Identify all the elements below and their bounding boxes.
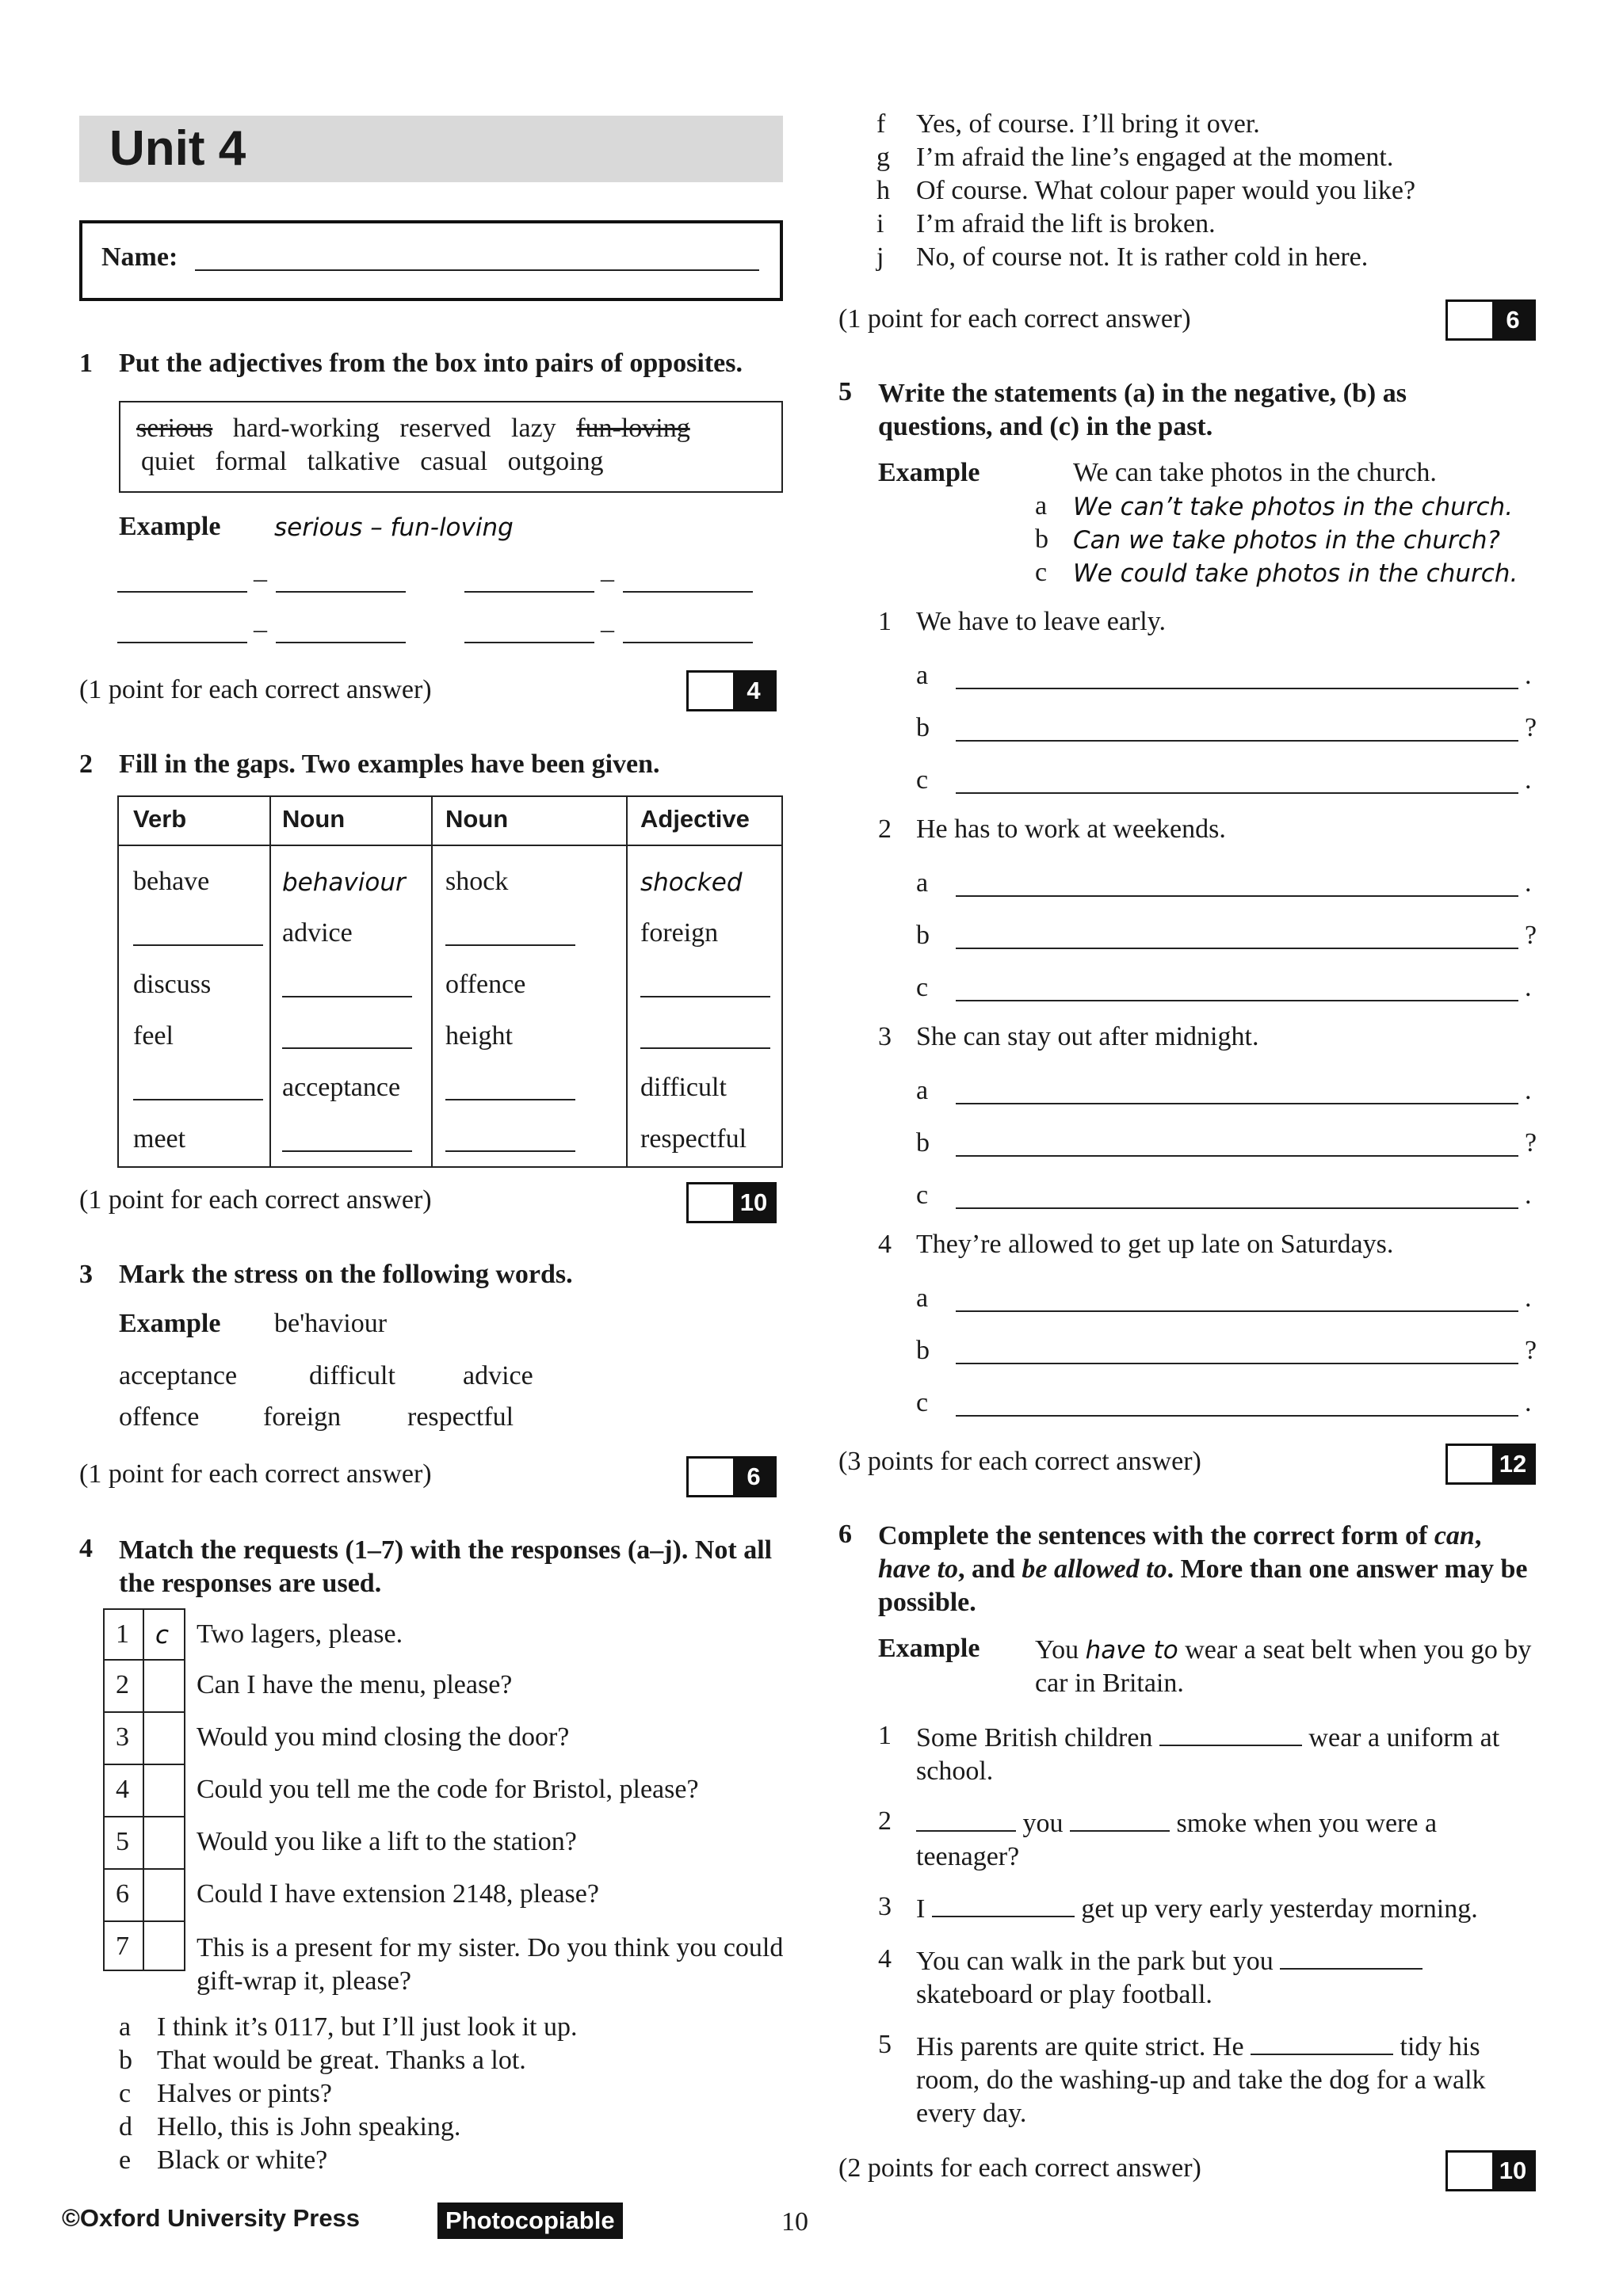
q4-request-answer-cell[interactable] <box>144 1765 184 1814</box>
q2-points: (1 point for each correct answer) <box>79 1185 432 1215</box>
q6-item-number: 2 <box>878 1806 892 1836</box>
q1-answer-line[interactable] <box>623 591 753 593</box>
q5-item-text: She can stay out after midnight. <box>916 1022 1259 1051</box>
q1-word: reserved <box>399 414 491 443</box>
q2-col-divider <box>269 795 271 1168</box>
q5-sub-label: c <box>916 1180 929 1210</box>
q6-item-text <box>916 1721 1542 1788</box>
q2-blank[interactable] <box>282 1150 412 1152</box>
q2-cell: difficult <box>640 1073 727 1102</box>
q2-cell: behave <box>133 867 210 896</box>
q6-item-text <box>916 1806 1542 1874</box>
q2-cell: advice <box>282 918 353 948</box>
q2-instruction: Fill in the gaps. Two examples have been given. <box>119 749 660 779</box>
q1-dash: – <box>254 615 267 644</box>
q5-example-label: Example <box>878 458 980 487</box>
name-field[interactable] <box>195 269 759 271</box>
q4-request-number: 3 <box>116 1722 129 1752</box>
q5-answer-line[interactable] <box>956 895 1518 897</box>
q6-blank[interactable] <box>1251 2030 1393 2055</box>
q4-response-letter: d <box>119 2112 132 2142</box>
q6-item-number: 1 <box>878 1721 892 1750</box>
q4-response-letter: i <box>876 209 884 238</box>
q2-cell: foreign <box>640 918 719 948</box>
q4-request-answer-cell[interactable] <box>144 1817 184 1867</box>
q4-request-number: 4 <box>116 1775 129 1804</box>
q1-word: hard-working <box>232 414 380 443</box>
q5-sub-label: c <box>916 765 929 795</box>
q1-dash: – <box>601 615 614 644</box>
q5-line-end: . <box>1525 868 1532 898</box>
q2-blank[interactable] <box>445 1099 575 1100</box>
q6-blank[interactable] <box>916 1806 1016 1832</box>
q1-word: fun-loving <box>576 414 690 443</box>
q6-number: 6 <box>838 1520 852 1549</box>
q3-word: respectful <box>407 1402 514 1432</box>
q4-response-text: I’m afraid the lift is broken. <box>916 209 1216 238</box>
q2-blank[interactable] <box>445 1150 575 1152</box>
name-label: Name: <box>101 242 178 272</box>
q6-example-part: You <box>1035 1635 1086 1665</box>
q2-col-divider <box>431 795 433 1168</box>
q2-cell: discuss <box>133 970 212 999</box>
q6-item-part: smoke when you were a teenager? <box>916 1809 1438 1871</box>
q2-blank[interactable] <box>133 944 263 946</box>
q4-response-letter: g <box>876 143 890 172</box>
q4-response-text: Yes, of course. I’ll bring it over. <box>916 109 1260 139</box>
q6-item-number: 3 <box>878 1892 892 1921</box>
q3-score: 6 <box>733 1459 774 1495</box>
q5-example-statement: We can take photos in the church. <box>1073 458 1437 487</box>
q5-example-letter: a <box>1035 491 1048 521</box>
q6-item-text <box>916 1944 1542 2012</box>
q4-request-answer-cell[interactable] <box>144 1922 184 1971</box>
q3-number: 3 <box>79 1260 93 1289</box>
q5-points: (3 points for each correct answer) <box>838 1447 1201 1476</box>
q4-response-text: Of course. What colour paper would you like? <box>916 176 1416 205</box>
q4-response-text: That would be great. Thanks a lot. <box>157 2046 526 2075</box>
q1-points: (1 point for each correct answer) <box>79 675 432 704</box>
q4-response-letter: j <box>876 242 884 272</box>
q5-item-text: They’re allowed to get up late on Saturdays. <box>916 1230 1394 1259</box>
q5-answer-line[interactable] <box>956 1103 1518 1104</box>
q1-box-row1 <box>136 414 690 444</box>
q2-cell: shock <box>445 867 509 896</box>
q5-line-end: ? <box>1525 713 1537 742</box>
q6-item-part: skateboard or play football. <box>916 1980 1212 2009</box>
q6-score: 10 <box>1492 2153 1533 2189</box>
q2-blank[interactable] <box>282 996 412 997</box>
q4-request-number: 6 <box>116 1879 129 1909</box>
q2-header-noun: Noun <box>445 805 509 833</box>
q3-example-label: Example <box>119 1309 221 1338</box>
q4-request-text: Can I have the menu, please? <box>197 1670 513 1699</box>
page-number: 10 <box>781 2207 808 2237</box>
q2-cell: offence <box>445 970 526 999</box>
q2-header-verb: Verb <box>133 805 187 833</box>
q5-answer-line[interactable] <box>956 1000 1518 1001</box>
q3-word: foreign <box>263 1402 342 1432</box>
q5-example-letter: c <box>1035 558 1048 587</box>
q5-line-end: . <box>1525 1180 1532 1210</box>
q5-line-end: ? <box>1525 1336 1537 1365</box>
q1-score: 4 <box>733 673 774 709</box>
q5-sub-label: a <box>916 661 929 690</box>
q6-item-part: you <box>1022 1809 1064 1838</box>
q1-instruction: Put the adjectives from the box into pairs of opposites. <box>119 349 743 378</box>
q4-response-text: Halves or pints? <box>157 2079 332 2108</box>
q5-answer-line[interactable] <box>956 1207 1518 1209</box>
q1-dash: – <box>601 564 614 593</box>
q3-word: difficult <box>309 1361 395 1390</box>
q2-score-box[interactable] <box>686 1182 777 1223</box>
q1-example-label: Example <box>119 512 221 541</box>
q6-item-part: I <box>916 1894 926 1924</box>
q5-sub-label: b <box>916 1336 930 1365</box>
q5-item-text: We have to leave early. <box>916 607 1167 636</box>
q4-request-answer-cell[interactable] <box>144 1661 184 1710</box>
q3-word: offence <box>119 1402 200 1432</box>
q4-response-text: No, of course not. It is rather cold in here. <box>916 242 1369 272</box>
q5-example-answer: Can we take photos in the church? <box>1073 526 1500 555</box>
q1-answer-line[interactable] <box>464 642 594 643</box>
q1-word: serious <box>136 414 213 443</box>
q5-sub-label: b <box>916 921 930 950</box>
q6-score-box[interactable] <box>1445 2150 1536 2191</box>
q4-response-letter: f <box>876 109 886 139</box>
q1-dash: – <box>254 564 267 593</box>
q1-answer-line[interactable] <box>623 642 753 643</box>
q4-request-answer[interactable]: c <box>155 1621 170 1650</box>
q6-item-part: tidy his room, do the washing-up and take the dog for a walk every day. <box>916 2032 1486 2128</box>
q5-line-end: . <box>1525 1283 1532 1313</box>
q5-instruction: Write the statements (a) in the negative, (b) as questions, and (c) in the past. <box>878 379 1407 441</box>
q4-request-number: 2 <box>116 1670 129 1699</box>
q5-answer-line[interactable] <box>956 1415 1518 1417</box>
q6-item-part: Some British children <box>916 1723 1153 1753</box>
q1-example-answer: serious – fun-loving <box>274 513 514 542</box>
q6-blank[interactable] <box>1280 1944 1423 1970</box>
q1-word: quiet <box>141 447 195 476</box>
q6-blank[interactable] <box>1070 1806 1170 1832</box>
q4-response-text: I’m afraid the line’s engaged at the moment. <box>916 143 1394 172</box>
q1-word: casual <box>420 447 488 476</box>
q4-response-letter: e <box>119 2145 132 2175</box>
q6-item-text <box>916 2030 1542 2130</box>
q4-request-number: 7 <box>116 1932 129 1961</box>
q5-answer-line[interactable] <box>956 792 1518 794</box>
q6-example-part: wear a seat belt when you go by car in Britain. <box>1035 1635 1532 1698</box>
copyright-text: ©Oxford University Press <box>62 2204 361 2232</box>
q5-sub-label: c <box>916 1388 929 1417</box>
q4-score: 6 <box>1492 302 1533 338</box>
q5-answer-line[interactable] <box>956 740 1518 742</box>
q5-line-end: . <box>1525 765 1532 795</box>
q4-instruction: Match the requests (1–7) with the responses (a–j). Not all the responses are used. <box>119 1535 773 1598</box>
q2-header-divider <box>117 845 783 846</box>
unit-title: Unit 4 <box>109 121 246 176</box>
q2-blank[interactable] <box>640 996 770 997</box>
q2-score: 10 <box>733 1184 774 1221</box>
q5-sub-label: a <box>916 1283 929 1313</box>
q6-instr-allowed: be allowed to <box>1022 1554 1167 1584</box>
q1-answer-line[interactable] <box>276 591 406 593</box>
q6-instr-part: Complete the sentences with the correct form of <box>878 1521 1434 1550</box>
q4-request-text: Would you mind closing the door? <box>197 1722 570 1752</box>
q3-word: advice <box>463 1361 533 1390</box>
q6-item-number: 5 <box>878 2030 892 2059</box>
q2-cell: height <box>445 1021 513 1051</box>
q2-col-divider <box>626 795 628 1168</box>
q2-blank[interactable] <box>282 1047 412 1049</box>
q6-instruction <box>878 1520 1536 1619</box>
q6-instr-part: . More than one answer may be possible. <box>878 1554 1528 1617</box>
q6-example-answer: have to <box>1085 1636 1178 1665</box>
q4-points: (1 point for each correct answer) <box>838 304 1191 334</box>
q6-instr-part: , <box>1474 1521 1482 1550</box>
q1-answer-line[interactable] <box>276 642 406 643</box>
name-box <box>79 220 783 301</box>
q5-number: 5 <box>838 377 852 406</box>
q4-request-answer-cell[interactable] <box>144 1870 184 1919</box>
q5-score: 12 <box>1492 1446 1533 1482</box>
q6-item-part: get up very early yesterday morning. <box>1081 1894 1478 1924</box>
q5-line-end: ? <box>1525 921 1537 950</box>
q6-item-number: 4 <box>878 1944 892 1974</box>
q2-number: 2 <box>79 749 93 779</box>
q6-instr-have-to: have to <box>878 1554 959 1584</box>
q4-response-letter: h <box>876 176 890 205</box>
q1-box-row2 <box>141 447 604 477</box>
q4-response-letter: a <box>119 2012 132 2042</box>
q3-score-box[interactable] <box>686 1456 777 1497</box>
q2-cell: feel <box>133 1021 174 1051</box>
q6-item-part: You can walk in the park but you <box>916 1947 1274 1976</box>
q5-answer-line[interactable] <box>956 948 1518 949</box>
q5-sub-label: b <box>916 713 930 742</box>
q4-response-text: I think it’s 0117, but I’ll just look it up. <box>157 2012 578 2042</box>
q5-line-end: ? <box>1525 1128 1537 1158</box>
q2-header-adjective: Adjective <box>640 805 750 833</box>
q5-example-letter: b <box>1035 524 1048 554</box>
q6-points: (2 points for each correct answer) <box>838 2153 1201 2183</box>
q6-blank[interactable] <box>932 1892 1075 1917</box>
q5-answer-line[interactable] <box>956 688 1518 689</box>
q5-line-end: . <box>1525 1388 1532 1417</box>
q5-item-number: 3 <box>878 1022 892 1051</box>
q5-item-number: 4 <box>878 1230 892 1259</box>
q6-example-sentence <box>1035 1634 1550 1700</box>
q4-response-text: Hello, this is John speaking. <box>157 2112 461 2142</box>
q4-number: 4 <box>79 1534 93 1563</box>
q4-request-answer-cell[interactable] <box>144 1713 184 1762</box>
q5-answer-line[interactable] <box>956 1155 1518 1157</box>
q5-sub-label: a <box>916 1076 929 1105</box>
q2-cell-example: behaviour <box>282 868 406 897</box>
q1-word: talkative <box>307 447 400 476</box>
q5-line-end: . <box>1525 1076 1532 1105</box>
q5-answer-line[interactable] <box>956 1310 1518 1312</box>
q2-header-noun: Noun <box>282 805 346 833</box>
q3-instruction: Mark the stress on the following words. <box>119 1260 573 1289</box>
q4-request-number: 1 <box>116 1619 129 1649</box>
q3-points: (1 point for each correct answer) <box>79 1459 432 1489</box>
q5-sub-label: b <box>916 1128 930 1158</box>
q1-answer-line[interactable] <box>464 591 594 593</box>
q1-number: 1 <box>79 349 93 378</box>
q2-cell: respectful <box>640 1124 747 1154</box>
q4-response-letter: b <box>119 2046 132 2075</box>
q3-word: acceptance <box>119 1361 238 1390</box>
q2-cell-example: shocked <box>640 868 743 897</box>
photocopiable-badge: Photocopiable <box>437 2203 623 2239</box>
q6-example-label: Example <box>878 1634 980 1663</box>
q4-response-letter: c <box>119 2079 132 2108</box>
q3-example-answer: be'haviour <box>274 1309 388 1338</box>
q6-item-text <box>916 1892 1542 1926</box>
q5-example-answer: We could take photos in the church. <box>1073 559 1518 588</box>
q1-word: lazy <box>511 414 556 443</box>
q5-score-box[interactable] <box>1445 1444 1536 1485</box>
q6-instr-can: can <box>1434 1521 1475 1550</box>
q2-cell: meet <box>133 1124 186 1154</box>
q6-blank[interactable] <box>1159 1721 1302 1746</box>
q6-item-part: His parents are quite strict. He <box>916 2032 1244 2061</box>
q5-item-number: 2 <box>878 814 892 844</box>
q6-item-part: wear a uniform at school. <box>916 1723 1500 1786</box>
q6-instr-part: , and <box>958 1554 1022 1584</box>
q4-request-text: Would you like a lift to the station? <box>197 1827 577 1856</box>
q4-request-text: Could I have extension 2148, please? <box>197 1879 599 1909</box>
q2-cell: acceptance <box>282 1073 401 1102</box>
q5-item-text: He has to work at weekends. <box>916 814 1226 844</box>
q4-request-number: 5 <box>116 1827 129 1856</box>
q4-request-text: Two lagers, please. <box>197 1619 403 1649</box>
q2-blank[interactable] <box>445 944 575 946</box>
q5-line-end: . <box>1525 661 1532 690</box>
q1-answer-line[interactable] <box>117 642 247 643</box>
q4-response-text: Black or white? <box>157 2145 328 2175</box>
q1-score-box[interactable] <box>686 670 777 711</box>
q5-line-end: . <box>1525 973 1532 1002</box>
q4-request-text: This is a present for my sister. Do you think you could gift-wrap it, please? <box>197 1933 784 1996</box>
q5-sub-label: c <box>916 973 929 1002</box>
q5-sub-label: a <box>916 868 929 898</box>
q4-request-text: Could you tell me the code for Bristol, please? <box>197 1775 699 1804</box>
q2-blank[interactable] <box>133 1099 263 1100</box>
q5-answer-line[interactable] <box>956 1363 1518 1364</box>
q1-word: formal <box>215 447 288 476</box>
q1-word: outgoing <box>507 447 604 476</box>
q5-example-answer: We can’t take photos in the church. <box>1073 493 1514 521</box>
q2-blank[interactable] <box>640 1047 770 1049</box>
q1-answer-line[interactable] <box>117 591 247 593</box>
q4-score-box[interactable] <box>1445 299 1536 341</box>
q5-item-number: 1 <box>878 607 892 636</box>
